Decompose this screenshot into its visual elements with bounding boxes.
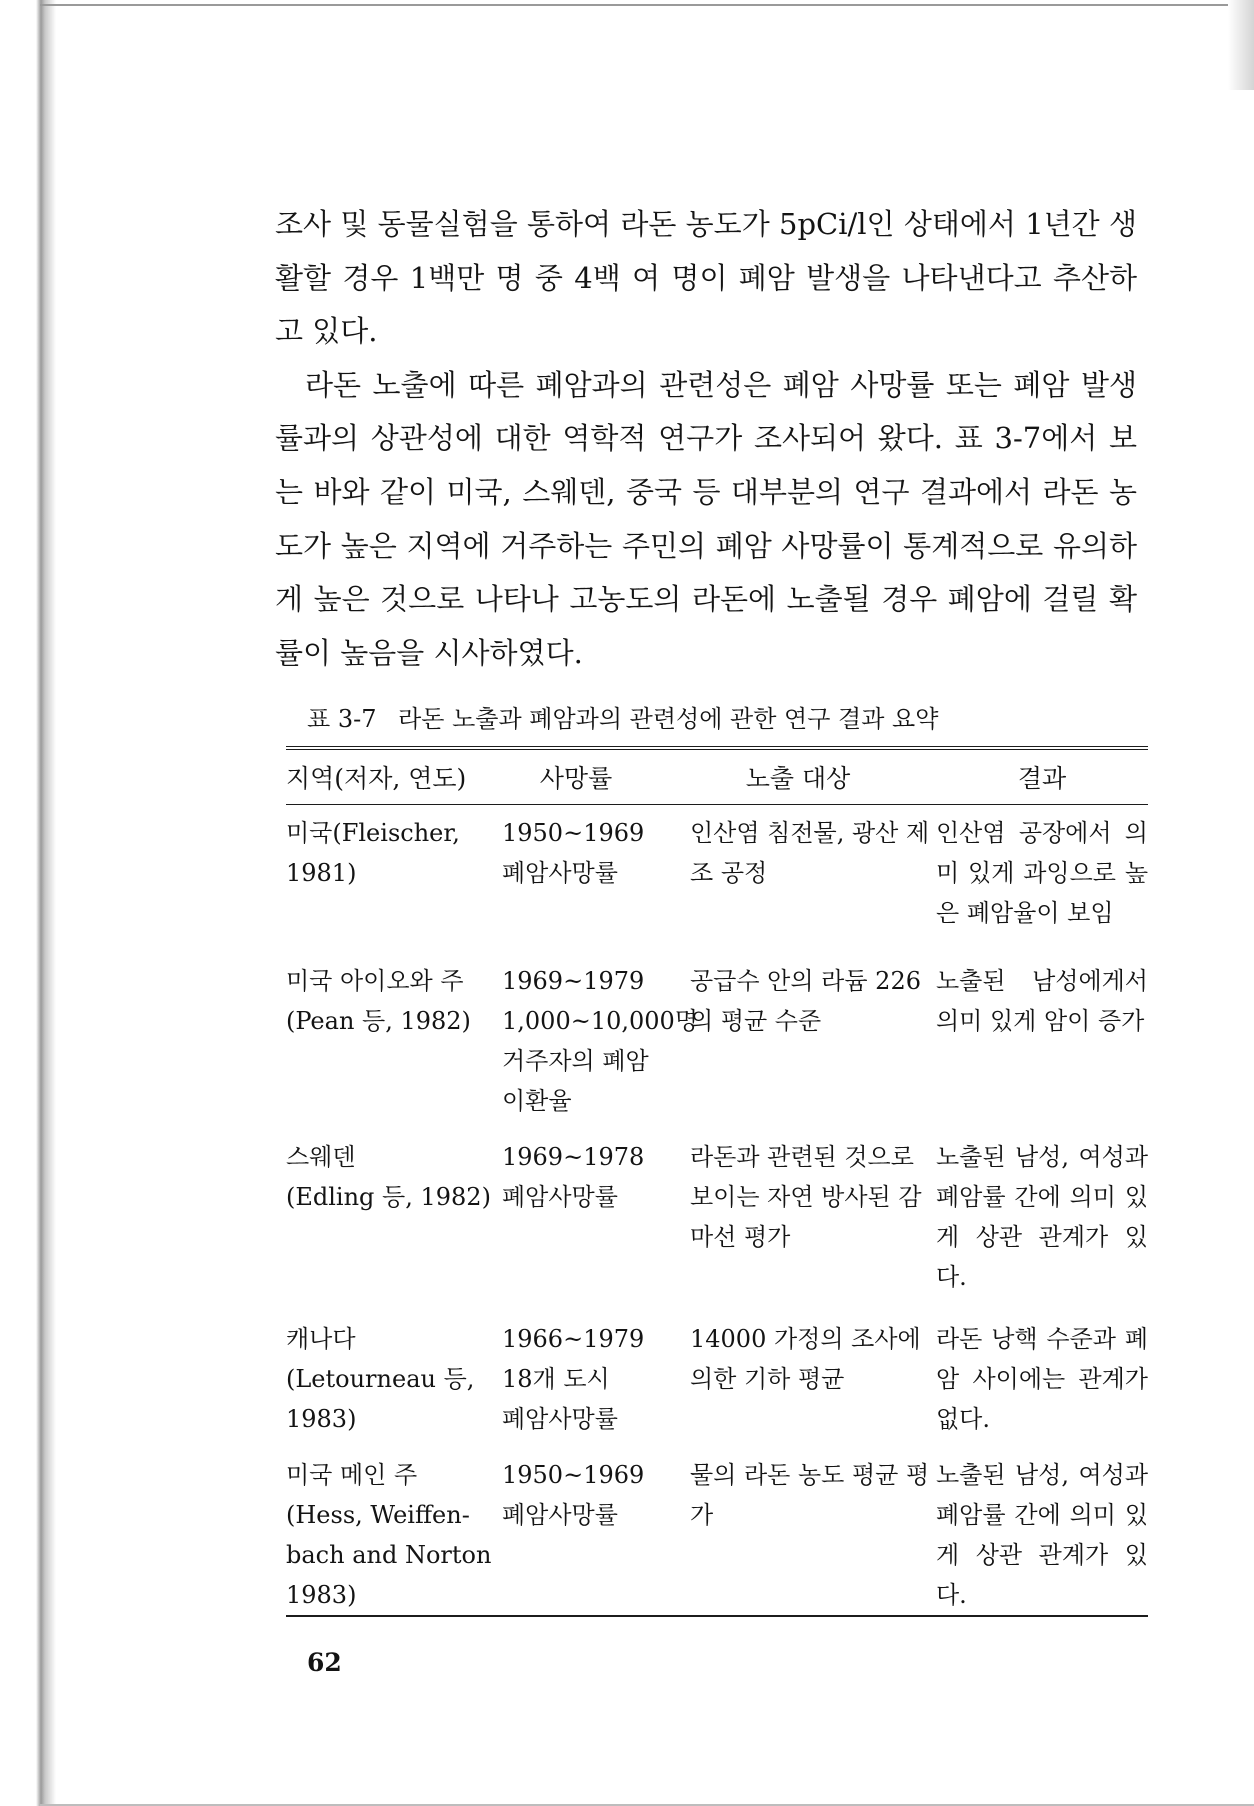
cell-line: 라돈과 관련된 것으로 보이는 자연 방사된 감마선 평가	[690, 1143, 922, 1251]
cell-line: 1950~1969	[502, 819, 645, 847]
cell-line: (Edling 등, 1982)	[286, 1183, 491, 1211]
cell-region	[286, 813, 502, 893]
cell-line: 라돈 낭핵 수준과 폐암 사이에는 관계가 없다.	[936, 1325, 1148, 1433]
cell-line: 이환율	[502, 1087, 572, 1115]
cell-exposure	[690, 1137, 936, 1257]
cell-line: 거주자의 폐암	[502, 1047, 649, 1075]
table-row	[286, 1319, 1148, 1455]
cell-line: 미국(Fleischer,	[286, 819, 460, 847]
cell-line: 1969~1978	[502, 1143, 645, 1171]
cell-region	[286, 1455, 502, 1615]
cell-line: (Letourneau 등,	[286, 1365, 475, 1393]
cell-region	[286, 1137, 502, 1217]
cell-line: 미국 아이오와 주	[286, 967, 464, 995]
cell-line: 스웨덴	[286, 1143, 356, 1171]
cell-line: 폐암사망률	[502, 1501, 618, 1529]
cell-line: 노출된 남성에게서 의미 있게 암이 증가	[936, 967, 1148, 1035]
page-binding-shadow	[0, 0, 56, 1806]
cell-line: 캐나다	[286, 1325, 356, 1353]
cell-line: (Pean 등, 1982)	[286, 1007, 471, 1035]
cell-exposure	[690, 1319, 936, 1399]
cell-line: 1969~1979	[502, 967, 645, 995]
table-row	[286, 805, 1148, 961]
table-caption	[307, 702, 1127, 736]
cell-mortality	[502, 1137, 690, 1217]
header-mortality: 사망률	[539, 764, 613, 793]
cell-line: 1950~1969	[502, 1461, 645, 1489]
cell-line: 인산염 공장에서 의미 있게 과잉으로 높은 폐암율이 보임	[936, 819, 1148, 927]
cell-line: 14000 가정의 조사에 의한 기하 평균	[690, 1325, 921, 1393]
cell-result	[936, 1319, 1148, 1439]
cell-region	[286, 1319, 502, 1439]
cell-exposure	[690, 813, 936, 893]
cell-exposure	[690, 1455, 936, 1535]
cell-line: 1981)	[286, 859, 357, 887]
page-number: 62	[307, 1648, 342, 1677]
cell-result	[936, 813, 1148, 933]
cell-line: 1983)	[286, 1581, 357, 1609]
cell-line: 1966~1979	[502, 1325, 645, 1353]
cell-line: 노출된 남성, 여성과 폐암률 간에 의미 있게 상관 관계가 있다.	[936, 1461, 1148, 1609]
cell-line: 미국 메인 주	[286, 1461, 418, 1489]
table-caption-title: 라돈 노출과 폐암과의 관련성에 관한 연구 결과 요약	[398, 705, 939, 733]
table-row	[286, 961, 1148, 1137]
table-caption-number: 표 3-7	[307, 705, 377, 733]
cell-line: 공급수 안의 라듐 226의 평균 수준	[690, 967, 921, 1035]
body-text	[275, 198, 1137, 680]
paragraph-2: 라돈 노출에 따른 폐암과의 관련성은 폐암 사망률 또는 폐암 발생률과의 상관성에 대한 역학적 연구가 조사되어 왔다. 표 3-7에서 보는 바와 같이 미국, 스웨덴, 중국 등 대부분의 연구 결과에서 라돈 농도가 높은 지역에 거주하는 주민의 폐암 사망률이 통계적으로 유의하게 높은 것으로 나타나 고농도의 라돈에 노출될 경우 폐암에 걸릴 확률이 높음을 시사하였다.	[275, 367, 1137, 670]
cell-line: 1983)	[286, 1405, 357, 1433]
table-header-row	[286, 750, 1148, 805]
cell-line: 물의 라돈 농도 평균 평가	[690, 1461, 930, 1529]
cell-result	[936, 1137, 1148, 1297]
header-result: 결과	[1017, 764, 1067, 793]
cell-result	[936, 1455, 1148, 1615]
cell-line: (Hess, Weiffen-	[286, 1501, 470, 1529]
table-row	[286, 1455, 1148, 1615]
cell-mortality	[502, 1455, 690, 1535]
cell-line: 폐암사망률	[502, 1405, 618, 1433]
table-row	[286, 1137, 1148, 1319]
cell-mortality	[502, 813, 690, 893]
cell-line: 노출된 남성, 여성과 폐암률 간에 의미 있게 상관 관계가 있다.	[936, 1143, 1148, 1291]
page-top-edge	[40, 4, 1254, 6]
header-exposure: 노출 대상	[745, 764, 851, 793]
header-region: 지역(저자, 연도)	[286, 764, 467, 793]
cell-line: 폐암사망률	[502, 1183, 618, 1211]
cell-mortality	[502, 961, 698, 1121]
cell-exposure	[690, 961, 936, 1041]
summary-table	[286, 746, 1148, 1617]
cell-line: 폐암사망률	[502, 859, 618, 887]
cell-line: 18개 도시	[502, 1365, 610, 1393]
paragraph-1: 조사 및 동물실험을 통하여 라돈 농도가 5pCi/l인 상태에서 1년간 생활할 경우 1백만 명 중 4백 여 명이 폐암 발생을 나타낸다고 추산하고 있다.	[275, 207, 1137, 349]
cell-region	[286, 961, 502, 1041]
cell-mortality	[502, 1319, 690, 1439]
cell-line: bach and Norton	[286, 1541, 492, 1569]
page-corner-curl	[1228, 0, 1254, 90]
cell-line: 인산염 침전물, 광산 제조 공정	[690, 819, 930, 887]
cell-result	[936, 961, 1148, 1041]
cell-line: 1,000~10,000명	[502, 1007, 698, 1035]
